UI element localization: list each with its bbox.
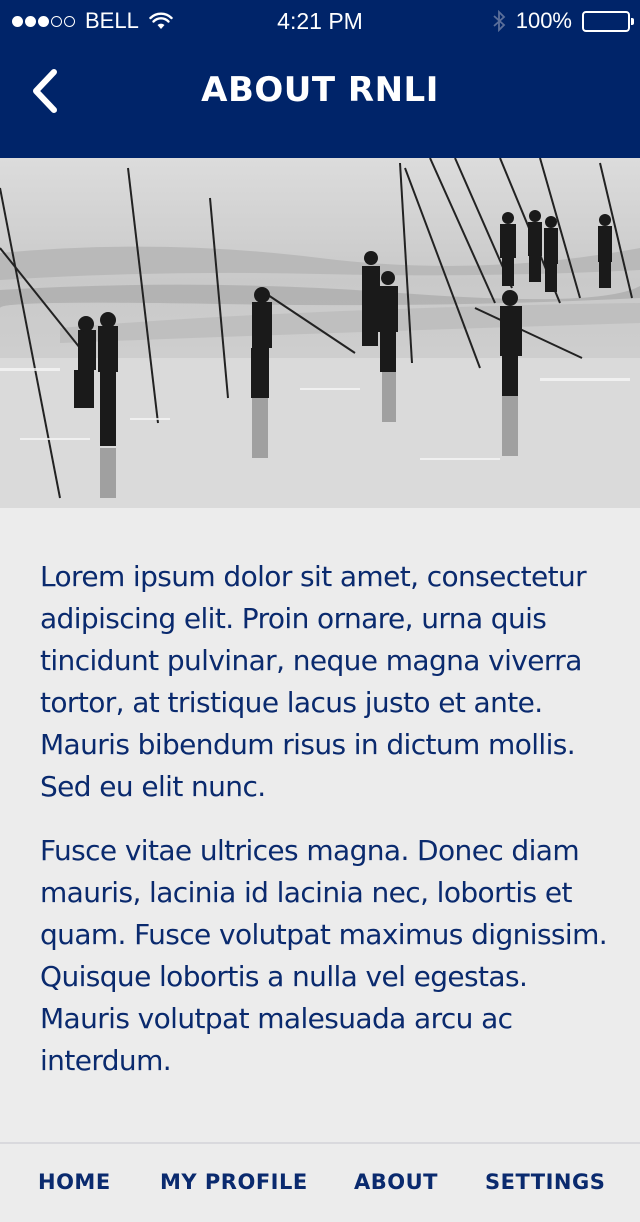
status-bar (0, 0, 640, 40)
paragraph-1: Lorem ipsum dolor sit amet, consectetur adipiscing elit. Proin ornare, urna quis tincidunt pulvinar, neque magna viverra tortor, at tristique lacus justo et ante. Mauris bibendum risus in dictum mollis. Sed eu elit nunc. (40, 560, 587, 803)
bluetooth-icon (492, 10, 506, 32)
tab-my-profile[interactable]: MY PROFILE (160, 1170, 308, 1194)
page-title: ABOUT RNLI (201, 70, 439, 110)
status-right (492, 8, 630, 34)
about-content (40, 556, 610, 1104)
battery-percent: 100% (515, 8, 572, 33)
tab-home[interactable]: HOME (38, 1170, 111, 1194)
tab-about[interactable]: ABOUT (354, 1170, 438, 1194)
carrier-label: BELL (85, 8, 139, 33)
status-time: 4:21 PM (277, 8, 363, 34)
tab-settings[interactable]: SETTINGS (485, 1170, 606, 1194)
paragraph-2: Fusce vitae ultrices magna. Donec diam mauris, lacinia id lacinia nec, lobortis et quam. Fusce volutpat maximus dignissim. Quisque lobortis a nulla vel egestas. Mauris volutpat malesuada arcu ac interdum. (40, 834, 608, 1077)
battery-icon (582, 11, 630, 32)
top-bar (0, 0, 640, 158)
bottom-tab-bar (0, 1142, 640, 1222)
hero-image-fishermen (0, 158, 640, 508)
